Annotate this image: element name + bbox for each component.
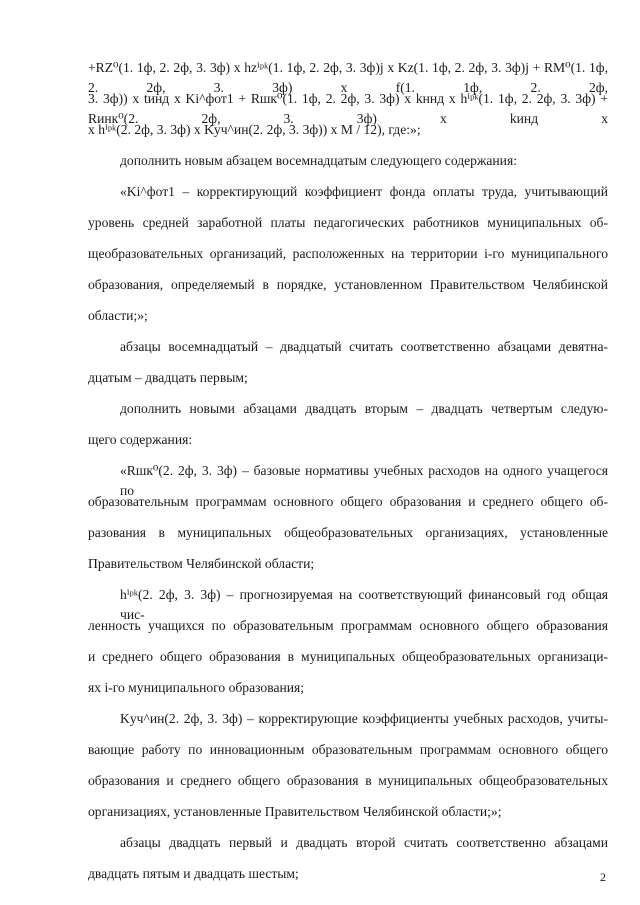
paragraph-line: образования, определяемый в порядке, установленном Правительством Челябинской bbox=[88, 277, 608, 292]
paragraph-line: абзацы двадцать первый и двадцать второй считать соответственно абзацами bbox=[120, 835, 608, 850]
paragraph-line: организациях, установленные Правительством Челябинской области;»; bbox=[88, 804, 502, 819]
formula-line-1: +RZ⁰(1. 1ф, 2. 2ф, 3. 3ф) x hzⁱᵖᵏ(1. 1ф, 2. 2ф, 3. 3ф)j x Kz(1. 1ф, 2. 2ф, 3. 3ф)j + RM⁰(1. 1ф, 2. 2ф, 3. 3ф) x f(1. 1ф, 2. 2ф, bbox=[88, 60, 608, 95]
paragraph-line: «Ki^фот1 – корректирующий коэффициент фонда оплаты труда, учитывающий bbox=[120, 184, 608, 199]
paragraph-line: дцатым – двадцать первым; bbox=[88, 370, 248, 385]
paragraph-line: уровень средней заработной платы педагогических работников муниципальных об- bbox=[88, 215, 608, 230]
paragraph-line: абзацы восемнадцатый – двадцатый считать соответственно абзацами девятна- bbox=[120, 339, 608, 354]
paragraph-line: разования в муниципальных общеобразовательных организациях, установленные bbox=[88, 525, 608, 540]
paragraph-line: и среднего общего образования в муниципальных общеобразовательных организаци- bbox=[88, 649, 608, 664]
page-number: 2 bbox=[600, 870, 606, 884]
paragraph-line: области;»; bbox=[88, 308, 148, 323]
paragraph-line: Правительством Челябинской области; bbox=[88, 556, 315, 571]
paragraph-line: щеобразовательных организаций, расположенных на территории i-го муниципального bbox=[88, 246, 608, 261]
paragraph-line: ленность учащихся по образовательным программам основного общего образования bbox=[88, 618, 608, 633]
formula-line-2: 3. 3ф)) x tинд x Ki^фот1 + Rшк⁰(1. 1ф, 2. 2ф, 3. 3ф) x kннд x hⁱᵖᵏ(1. 1ф, 2. 2ф, 3. 3ф) + Rинк⁰(2. 2ф, 3. 3ф) x kинд x bbox=[88, 91, 608, 126]
paragraph-line: Kуч^ин(2. 2ф, 3. 3ф) – корректирующие коэффициенты учебных расходов, учиты- bbox=[120, 711, 608, 726]
formula-line-3: x hⁱᵖᵏ(2. 2ф, 3. 3ф) x Kуч^ин(2. 2ф, 3. 3ф)) x M / 12), где:»; bbox=[88, 122, 421, 137]
paragraph-line: дополнить новым абзацем восемнадцатым следующего содержания: bbox=[120, 153, 517, 168]
paragraph-line: образовательным программам основного общего образования и среднего общего об- bbox=[88, 494, 608, 509]
paragraph-line: двадцать пятым и двадцать шестым; bbox=[88, 866, 299, 881]
paragraph-line: щего содержания: bbox=[88, 432, 193, 447]
paragraph-line: образования и среднего общего образования в муниципальных общеобразовательных bbox=[88, 773, 608, 788]
paragraph-line: «Rшк⁰(2. 2ф, 3. 3ф) – базовые нормативы учебных расходов на одного учащегося по bbox=[120, 463, 608, 498]
paragraph-line: hⁱᵖᵏ(2. 2ф, 3. 3ф) – прогнозируемая на соответствующий финансовый год общая чис- bbox=[120, 587, 608, 622]
paragraph-line: вающие работу по инновационным образовательным программам основного общего bbox=[88, 742, 608, 757]
paragraph-line: дополнить новыми абзацами двадцать вторым – двадцать четвертым следую- bbox=[120, 401, 608, 416]
paragraph-line: ях i-го муниципального образования; bbox=[88, 680, 305, 695]
